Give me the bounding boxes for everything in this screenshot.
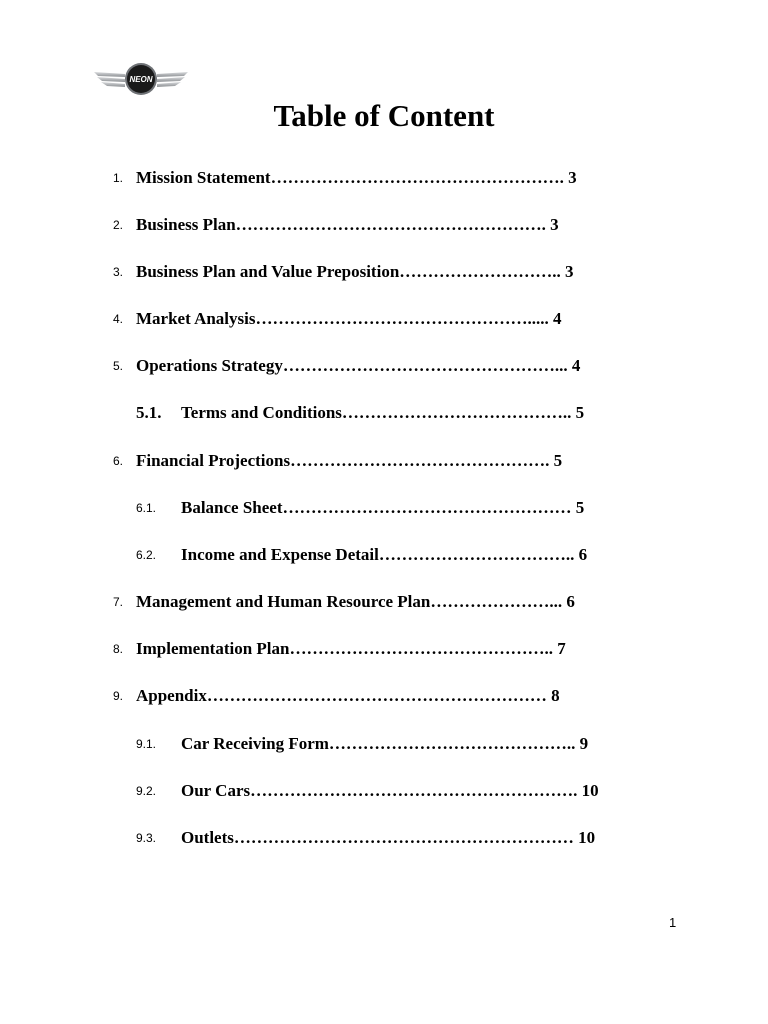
toc-entry-text: Market Analysis…………………………………………..... 4 bbox=[136, 309, 562, 328]
toc-entry-text: Outlets…………………………………………………… 10 bbox=[181, 828, 596, 847]
toc-entry-number: 5.1. bbox=[136, 403, 162, 422]
toc-entry-number: 5. bbox=[113, 359, 124, 373]
toc-entry-text: Our Cars…………………………………………………. 10 bbox=[181, 781, 599, 800]
toc-entry-number: 4. bbox=[113, 312, 124, 326]
toc-entry-text: Business Plan………………………………………………. 3 bbox=[136, 215, 559, 234]
toc-entry-number: 9. bbox=[113, 689, 124, 703]
toc-entry-text: Mission Statement……………………………………………. 3 bbox=[136, 168, 577, 187]
toc-entry-text: Financial Projections………………………………………. 5 bbox=[136, 451, 563, 470]
toc-entry-text: Car Receiving Form…………………………………….. 9 bbox=[181, 734, 589, 753]
logo-text: NEON bbox=[129, 75, 153, 84]
toc-entry-number: 9.1. bbox=[136, 737, 157, 751]
toc-entry-number: 6.2. bbox=[136, 548, 157, 562]
toc-entry-number: 8. bbox=[113, 642, 124, 656]
toc-entry-number: 9.2. bbox=[136, 784, 157, 798]
page-number: 1 bbox=[669, 915, 677, 930]
toc-entry-number: 3. bbox=[113, 265, 124, 279]
toc-entry-number: 9.3. bbox=[136, 831, 157, 845]
toc-entry-text: Income and Expense Detail…………………………….. 6 bbox=[181, 545, 588, 564]
toc-entry-number: 2. bbox=[113, 218, 124, 232]
toc-entry-number: 7. bbox=[113, 595, 124, 609]
toc-entry-text: Business Plan and Value Preposition……………………….. 3 bbox=[136, 262, 574, 281]
toc-entry-text: Implementation Plan……………………………………….. 7 bbox=[136, 639, 566, 658]
page-title: Table of Content bbox=[273, 98, 495, 133]
toc-entry-text: Terms and Conditions………………………………….. 5 bbox=[181, 403, 585, 422]
toc-entry-number: 6. bbox=[113, 454, 124, 468]
toc-entry-number: 1. bbox=[113, 171, 124, 185]
toc-entry-text: Management and Human Resource Plan…………………... 6 bbox=[136, 592, 575, 611]
toc-entry-number: 6.1. bbox=[136, 501, 157, 515]
toc-entry-text: Operations Strategy…………………………………………... 4 bbox=[136, 356, 581, 375]
toc-entry-text: Appendix…………………………………………………… 8 bbox=[136, 686, 560, 705]
toc-entry-text: Balance Sheet…………………………………………… 5 bbox=[181, 498, 585, 517]
